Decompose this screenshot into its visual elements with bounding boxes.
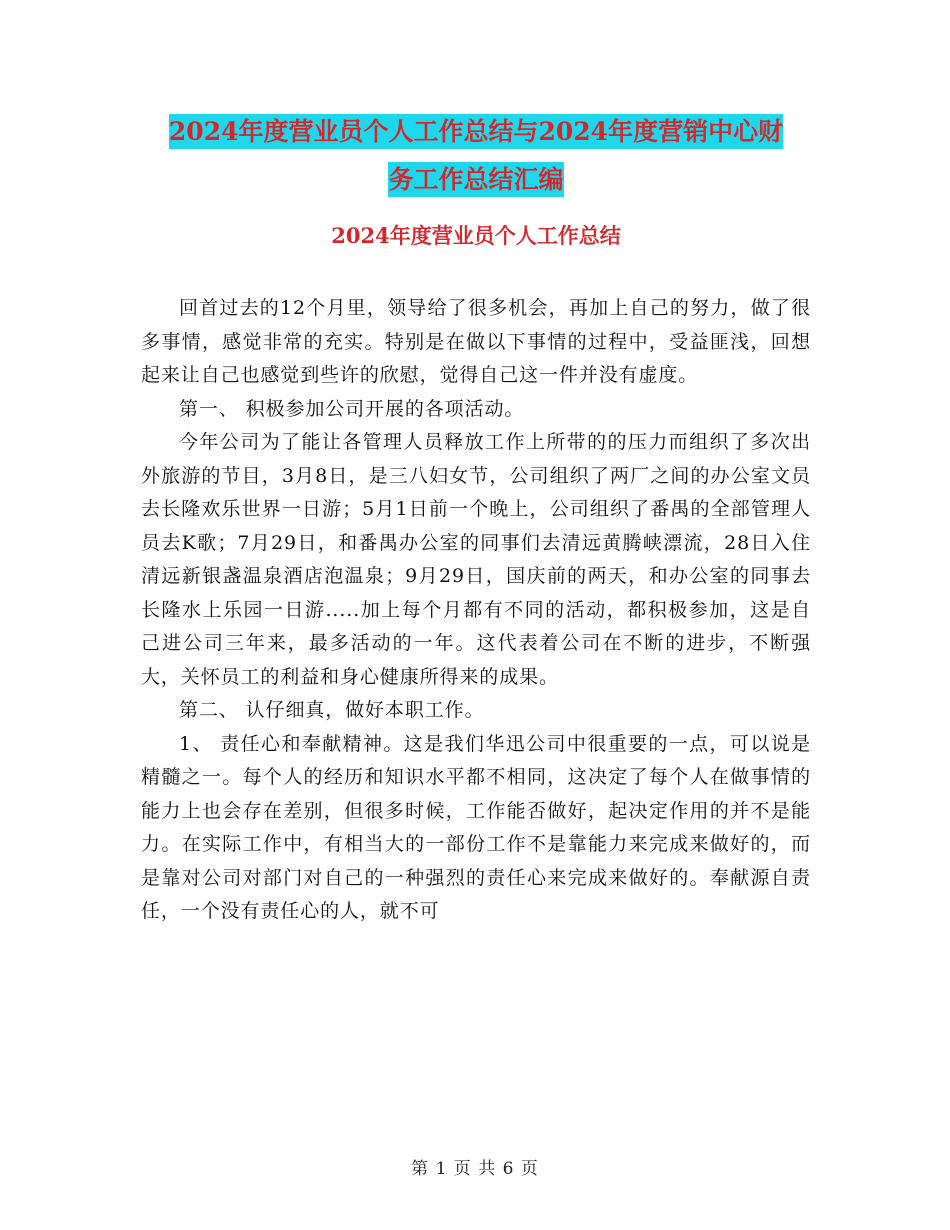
page-footer — [0, 1154, 950, 1179]
document-title-line-1: 2024年度营业员个人工作总结与2024年度营销中心财 — [169, 114, 783, 149]
document-title — [140, 108, 812, 204]
paragraph-heading-second: 第二、 认仔细真，做好本职工作。 — [179, 699, 485, 721]
paragraph-responsibility: 1、 责任心和奉献精神。这是我们华迅公司中很重要的一点，可以说是精髓之一。每个人的经历和知识水平都不相同，这决定了每个人在做事情的能力上也会存在差别，但很多时候，工作能否做好，起决定作用的并不是能力。在实际工作中，有相当大的一部份工作不是靠能力来完成来做好的，而是靠对公司对部门对自己的一种强烈的责任心来完成来做好的。奉献源自责任，一个没有责任心的人，就不可 — [141, 732, 811, 922]
paragraph-activities: 今年公司为了能让各管理人员释放工作上所带的的压力而组织了多次出外旅游的节目，3月8日，是三八妇女节，公司组织了两厂之间的办公室文员去长隆欢乐世界一日游；5月1日前一个晚上，公司组织了番禺的全部管理人员去K歌；7月29日，和番禺办公室的同事们去清远黄腾峡漂流，28日入住清远新银盏温泉酒店泡温泉；9月29日，国庆前的两天，和办公室的同事去长隆水上乐园一日游.....加上每个月都有不同的活动，都积极参加，这是自己进公司三年来，最多活动的一年。这代表着公司在不断的进步，不断强大，关怀员工的利益和身心健康所得来的成果。 — [141, 431, 811, 688]
section-title: 2024年度营业员个人工作总结 — [331, 223, 621, 248]
paragraph-heading-first: 第一、 积极参加公司开展的各项活动。 — [179, 397, 525, 420]
paragraph-intro: 回首过去的12个月里，领导给了很多机会，再加上自己的努力，做了很多事情，感觉非常的充实。特别是在做以下事情的过程中，受益匪浅，回想起来让自己也感觉到些许的欣慰，觉得自己这一件并没有虚度。 — [141, 297, 811, 386]
body-text — [141, 292, 811, 929]
page-number: 第 1 页 共 6 页 — [411, 1159, 539, 1179]
document-title-line-2: 务工作总结汇编 — [388, 162, 563, 197]
